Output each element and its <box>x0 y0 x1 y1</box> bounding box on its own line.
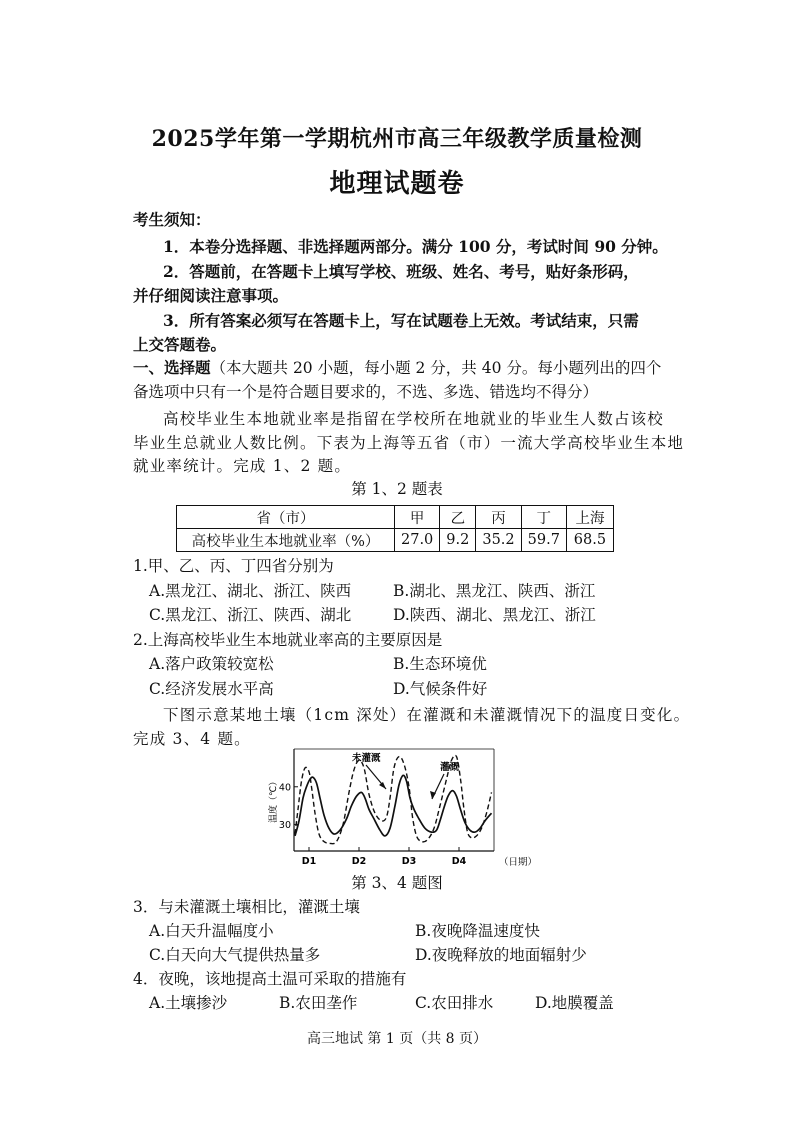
chart-x-tick-label: D2 <box>351 856 367 867</box>
table-data-row <box>177 529 614 552</box>
chart-caption: 第 3、4 题图 <box>351 874 443 892</box>
series-line-unirrigated <box>295 755 492 843</box>
page-footer: 高三地试 第 1 页（共 8 页） <box>306 1031 488 1047</box>
annotation-irrigated: 灌溉 <box>440 762 460 773</box>
chart-y-tick-label: 40 <box>278 782 291 794</box>
section-1-header <box>133 357 661 379</box>
table-cell: 35.2 <box>476 529 521 552</box>
passage-1-line3: 就业率统计。完成 1、2 题。 <box>133 457 352 475</box>
q2-option-d: D.气候条件好 <box>393 680 488 698</box>
q4-option-d: D.地膜覆盖 <box>535 994 614 1012</box>
chart-x-tick-label: D4 <box>451 856 467 867</box>
q3-option-d: D.夜晚释放的地面辐射少 <box>415 946 587 964</box>
notice-item-1: 1．本卷分选择题、非选择题两部分。满分 100 分，考试时间 90 分钟。 <box>163 237 668 256</box>
section-1-heading: 一、选择题 <box>133 358 211 377</box>
annotation-unirrigated-arrowhead <box>379 782 386 789</box>
exam-title: 2025学年第一学期杭州市高三年级教学质量检测 <box>151 126 643 152</box>
annotation-unirrigated: 未灌溉 <box>352 753 381 764</box>
employment-rate-table <box>176 505 614 552</box>
section-1-desc-line1: （本大题共 20 小题，每小题 2 分，共 40 分。每小题列出的四个 <box>210 359 662 377</box>
series-line-irrigated <box>295 775 492 836</box>
table-caption: 第 1、2 题表 <box>351 480 443 498</box>
q4-option-a: A.土壤掺沙 <box>149 994 228 1012</box>
table-cell: 59.7 <box>521 529 566 552</box>
chart-x-axis-label: （日期） <box>499 857 538 868</box>
q1-option-a: A.黑龙江、湖北、浙江、陕西 <box>149 582 352 600</box>
soil-temperature-chart <box>262 745 538 870</box>
q2-option-c: C.经济发展水平高 <box>149 680 274 698</box>
q2-option-b: B.生态环境优 <box>393 655 487 673</box>
chart-x-tick-label: D1 <box>301 856 317 867</box>
q4-option-b: B.农田垄作 <box>279 994 358 1012</box>
q3-option-c: C.白天向大气提供热量多 <box>149 946 321 964</box>
notice-item-2-line1: 2．答题前，在答题卡上填写学校、班级、姓名、考号，贴好条形码， <box>163 262 639 281</box>
passage-1-line2: 毕业生总就业人数比例。下表为上海等五省（市）一流大学高校毕业生本地 <box>133 434 685 452</box>
table-col-head: 乙 <box>440 506 476 529</box>
chart-x-tick-label: D3 <box>401 856 417 867</box>
passage-2-line2: 完成 3、4 题。 <box>133 730 251 748</box>
question-3-stem: 3．与未灌溉土壤相比，灌溉土壤 <box>133 898 360 916</box>
q1-option-d: D.陕西、湖北、黑龙江、浙江 <box>393 606 596 624</box>
table-col-head: 丁 <box>521 506 566 529</box>
table-row-label: 高校毕业生本地就业率（%） <box>177 529 395 552</box>
question-1-stem: 1.甲、乙、丙、丁四省分别为 <box>133 557 334 575</box>
q1-option-b: B.湖北、黑龙江、陕西、浙江 <box>393 582 596 600</box>
section-1-desc-line2: 备选项中只有一个是符合题目要求的，不选、多选、错选均不得分） <box>133 383 599 401</box>
notice-item-3-line2: 上交答题卷。 <box>133 335 227 354</box>
table-col-head: 甲 <box>395 506 440 529</box>
chart-y-tick-label: 30 <box>278 820 291 832</box>
question-2-stem: 2.上海高校毕业生本地就业率高的主要原因是 <box>133 631 443 649</box>
table-cell: 27.0 <box>395 529 440 552</box>
notice-item-3-line1: 3．所有答案必须写在答题卡上，写在试题卷上无效。考试结束，只需 <box>163 311 639 330</box>
chart-y-axis-label: 温度（℃） <box>269 776 279 823</box>
table-header-row <box>177 506 614 529</box>
question-4-stem: 4．夜晚，该地提高土温可采取的措施有 <box>133 970 407 988</box>
q2-option-a: A.落户政策较宽松 <box>149 655 274 673</box>
chart-svg <box>262 745 538 870</box>
table-col-head: 上海 <box>566 506 613 529</box>
q4-option-c: C.农田排水 <box>415 994 494 1012</box>
q3-option-a: A.白天升温幅度小 <box>149 922 274 940</box>
notice-heading: 考生须知： <box>133 210 211 229</box>
table-col-head: 丙 <box>476 506 521 529</box>
table-cell: 9.2 <box>440 529 476 552</box>
passage-1-line1: 高校毕业生本地就业率是指留在学校所在地就业的毕业生人数占该校 <box>163 410 665 428</box>
passage-2-line1: 下图示意某地土壤（1cm 深处）在灌溉和未灌溉情况下的温度日变化。 <box>163 706 691 724</box>
q3-option-b: B.夜晚降温速度快 <box>415 922 540 940</box>
subject-title: 地理试题卷 <box>329 169 465 199</box>
table-header-label: 省（市） <box>177 506 395 529</box>
q1-option-c: C.黑龙江、浙江、陕西、湖北 <box>149 606 352 624</box>
table-cell: 68.5 <box>566 529 613 552</box>
notice-item-2-line2: 并仔细阅读注意事项。 <box>133 286 289 305</box>
